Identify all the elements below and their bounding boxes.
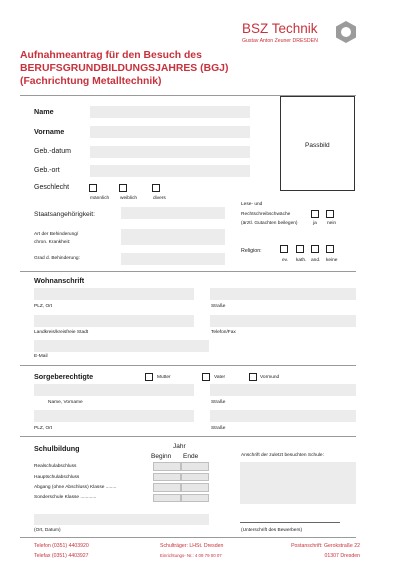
behinderung-label-line-2: chron. Krankheit: [34,240,71,245]
ort-datum-field[interactable] [34,514,209,525]
logo [236,22,366,50]
geschlecht-label: Geschlecht [34,184,70,191]
lrs-nein-label: nein [327,221,337,226]
vorname-label: Vorname [34,127,65,136]
anschrift-schule-field[interactable] [240,462,356,504]
vater-label: Vater [214,375,226,380]
religion-keine-label: keine [326,258,338,263]
sorge-strasse2-field[interactable] [210,410,356,422]
sorge-plz-label: PLZ, Ort [34,426,53,431]
vater-checkbox[interactable] [202,373,210,381]
wohnanschrift-heading: Wohnanschrift [34,276,85,285]
divider-footer [20,537,356,538]
logo-brand-text [242,22,318,36]
strasse-label: Straße [211,304,226,309]
schule-heading: Schulbildung [34,444,80,453]
sorge-plz-field[interactable] [34,410,194,422]
vormund-checkbox[interactable] [249,373,257,381]
beginn-cell-4[interactable] [153,494,181,503]
mutter-checkbox[interactable] [145,373,153,381]
religion-keine-checkbox[interactable] [326,245,334,253]
schule-row-1-label: Realschulabschluss [34,464,77,469]
vormund-label: Vormund [260,375,280,380]
footer-einrichtung: Einrichtungs- Nr.: 4 09 79 00 07 [160,553,222,558]
geburtsdatum-field[interactable] [90,146,250,158]
footer-ort: 01307 Dresden [324,553,360,559]
beginn-cell-1[interactable] [153,462,181,471]
beginn-label: Beginn [151,453,172,460]
sorge-strasse-label: Straße [211,400,226,405]
religion-ev-checkbox[interactable] [280,245,288,253]
religion-ev-label: ev. [282,258,289,263]
behinderung-field[interactable] [121,229,225,245]
plz-ort-field[interactable] [34,288,194,300]
name-field[interactable] [90,106,250,118]
staatsangehoerigkeit-field[interactable] [121,207,225,219]
schule-row-3-label: Abgang (ohne Abschluss) Klasse ........ [34,485,117,490]
footer-telefax: Telefax (0351) 4403927 [34,553,89,559]
geburtsort-label: Geb.-ort [34,167,60,174]
religion-kath-checkbox[interactable] [296,245,304,253]
jahr-label: Jahr [173,443,186,450]
logo-subtitle: Gustav Anton Zeuner DRESDEN [242,38,318,44]
strasse-field[interactable] [210,288,356,300]
vorname-field[interactable] [90,126,250,138]
landkreis-label: Landkreis/kreisfreie Stadt [34,330,89,335]
unterschrift-label: (Unterschrift des Bewerbers) [241,528,303,533]
schule-row-2-label: Hauptschulabschluss [34,475,80,480]
ende-cell-2[interactable] [181,473,209,482]
divers-checkbox[interactable] [152,184,160,192]
title-line-2: BERUFSGRUNDBILDUNGSJAHRES (BGJ) [20,63,229,74]
name-label: Name [34,107,54,116]
grad-behinderung-field[interactable] [121,253,225,265]
religion-label: Religion: [241,248,262,254]
footer-telefon: Telefon (0351) 4403920 [34,543,89,549]
email-label: E-Mail [34,354,48,359]
beginn-cell-3[interactable] [153,483,181,492]
landkreis-field[interactable] [34,315,194,327]
divider-wohnanschrift [20,271,356,272]
footer-schultraeger: Schulträger: LHSt. Dresden [160,543,224,549]
anschrift-schule-label: Anschrift der zuletzt besuchten Schule: [241,453,324,458]
title-line-3: (Fachrichtung Metalltechnik) [20,76,162,87]
title-line-1: Aufnahmeantrag für den Besuch des [20,50,202,61]
religion-and-checkbox[interactable] [311,245,319,253]
ende-cell-4[interactable] [181,494,209,503]
logo-brand: BSZ Technik [242,21,318,36]
geburtsort-field[interactable] [90,165,250,177]
sorge-name-field[interactable] [34,384,194,396]
lrs-label-line-1: Lese- und [241,202,263,207]
sorge-strasse-field[interactable] [210,384,356,396]
ende-cell-1[interactable] [181,462,209,471]
lrs-nein-checkbox[interactable] [326,210,334,218]
weiblich-checkbox[interactable] [119,184,127,192]
mutter-label: Mutter [157,375,171,380]
maennlich-label: männlich [90,196,110,201]
telefon-label: Telefon/Fax [211,330,236,335]
maennlich-checkbox[interactable] [89,184,97,192]
divider-schule [20,436,356,437]
sorge-name-label: Name, Vorname [48,400,83,405]
lrs-label-line-3: (ärztl. Gutachten beilegen) [241,221,298,226]
email-field[interactable] [34,340,209,352]
passbild-label: Passbild [305,142,330,149]
ende-label: Ende [183,453,199,460]
plz-ort-label: PLZ, Ort [34,304,53,309]
signature-line [240,522,340,523]
schule-row-4-label: Sonderschule Klasse ............ [34,495,97,500]
sorge-heading: Sorgeberechtigte [34,372,94,381]
ende-cell-3[interactable] [181,483,209,492]
sorge-strasse2-label: Straße [211,426,226,431]
staatsangehoerigkeit-label: Staatsangehörigkeit: [34,211,95,218]
geburtsdatum-label: Geb.-datum [34,148,71,155]
beginn-cell-2[interactable] [153,473,181,482]
lrs-ja-label: ja [313,221,317,226]
behinderung-label-line-1: Art der Behinderung/ [34,232,79,237]
religion-and-label: and. [311,258,321,263]
divider-sorge [20,365,356,366]
lrs-ja-checkbox[interactable] [311,210,319,218]
lrs-label-line-2: Rechtschreibschwäche [241,212,291,217]
religion-kath-label: kath. [296,258,307,263]
hexagon-nut-icon [334,20,358,44]
grad-behinderung-label: Grad d. Behinderung: [34,256,80,261]
divers-label: divers [153,196,166,201]
ort-datum-label: (Ort, Datum) [34,528,61,533]
weiblich-label: weiblich [120,196,138,201]
telefon-field[interactable] [210,315,356,327]
footer-postanschrift: Postanschrift: Gerokstraße 22 [291,543,360,549]
